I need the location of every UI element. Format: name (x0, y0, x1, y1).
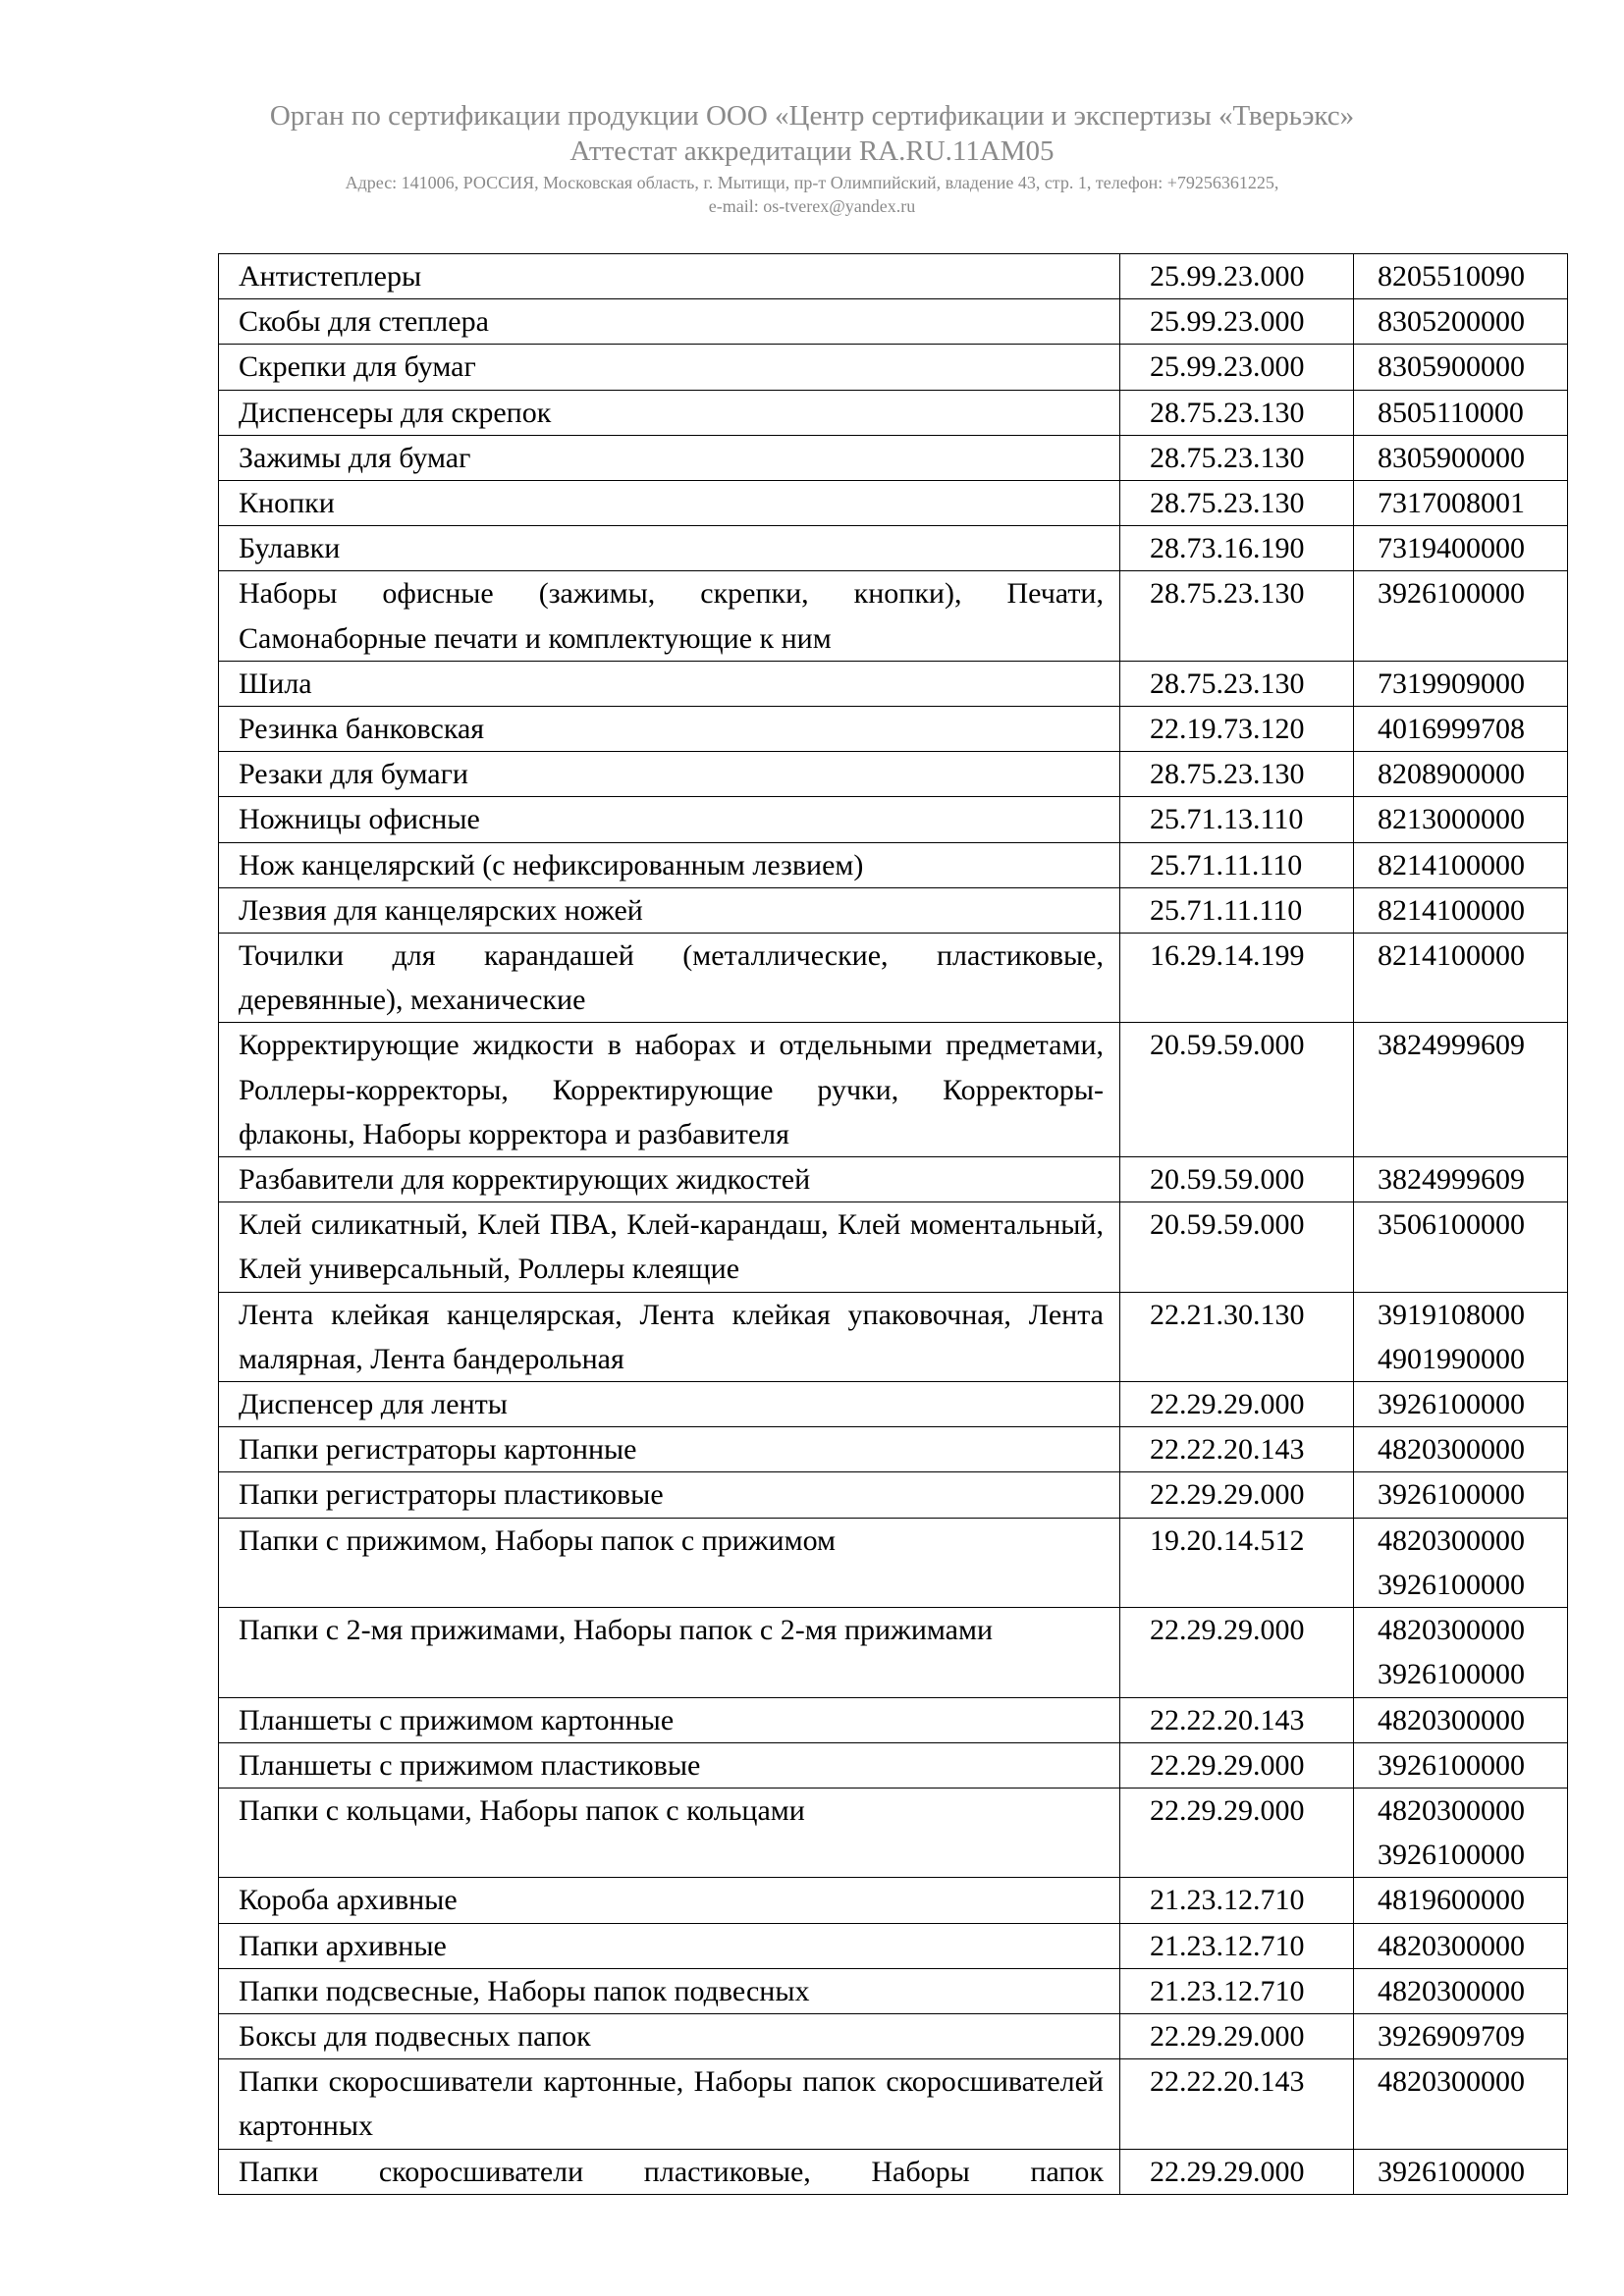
okpd-code-cell: 25.71.11.110 (1120, 842, 1354, 887)
tnved-code: 4820300000 (1378, 2065, 1525, 2099)
email-line: e-mail: os-tverex@yandex.ru (708, 196, 916, 216)
tnved-code: 4820300000 (1378, 1703, 1525, 1736)
tnved-code: 8214100000 (1378, 848, 1525, 881)
tnved-code-cell (1354, 1292, 1568, 1381)
tnved-code: 3926100000 (1378, 577, 1525, 611)
okpd-code-cell: 28.75.23.130 (1120, 390, 1354, 435)
tnved-code-cell (1354, 1472, 1568, 1518)
table-row (219, 1697, 1568, 1742)
table-row (219, 1742, 1568, 1788)
organization-name: Орган по сертификации продукции ООО «Центр сертификации и экспертизы «Тверьэкс» (269, 100, 1355, 132)
okpd-code-cell: 25.71.13.110 (1120, 797, 1354, 842)
tnved-code-cell (1354, 1968, 1568, 2013)
product-name-cell: Папки архивные (219, 1923, 1120, 1968)
tnved-code-cell (1354, 2149, 1568, 2194)
tnved-code: 4820300000 (1378, 1614, 1525, 1647)
okpd-code-cell: 21.23.12.710 (1120, 1968, 1354, 2013)
okpd-code-cell: 21.23.12.710 (1120, 1878, 1354, 1923)
tnved-code-cell (1354, 1023, 1568, 1157)
table-row (219, 2149, 1568, 2194)
tnved-code: 8214100000 (1378, 893, 1525, 927)
product-name-cell: Скобы для степлера (219, 299, 1120, 345)
okpd-code-cell: 25.99.23.000 (1120, 254, 1354, 299)
table-row (219, 1968, 1568, 2013)
product-name-cell: Папки подсвесные, Наборы папок подвесных (219, 1968, 1120, 2013)
okpd-code-cell: 22.29.29.000 (1120, 2013, 1354, 2058)
table-row (219, 1202, 1568, 1292)
product-name-cell: Папки с прижимом, Наборы папок с прижимом (219, 1518, 1120, 1607)
tnved-code-cell (1354, 2013, 1568, 2058)
tnved-code: 3926909709 (1378, 2019, 1525, 2053)
product-name-cell: Папки скоросшиватели пластиковые, Наборы папок (219, 2149, 1120, 2194)
okpd-code-cell: 22.29.29.000 (1120, 1608, 1354, 1697)
okpd-code-cell: 16.29.14.199 (1120, 934, 1354, 1023)
table-row (219, 390, 1568, 435)
tnved-code-cell (1354, 1788, 1568, 1877)
tnved-code: 4820300000 (1378, 1523, 1525, 1557)
products-table (218, 253, 1568, 2195)
tnved-code-cell (1354, 1157, 1568, 1202)
table-row (219, 1292, 1568, 1381)
table-row (219, 1923, 1568, 1968)
tnved-code: 8505110000 (1378, 396, 1524, 429)
tnved-code: 7319400000 (1378, 532, 1525, 565)
tnved-code-cell (1354, 1878, 1568, 1923)
tnved-code-cell (1354, 299, 1568, 345)
accreditation-line: Аттестат аккредитации RA.RU.11АМ05 (569, 135, 1055, 167)
product-name-cell: Антистеплеры (219, 254, 1120, 299)
product-name-cell: Зажимы для бумаг (219, 435, 1120, 480)
tnved-code: 8205510090 (1378, 260, 1525, 293)
tnved-code: 3926100000 (1378, 1478, 1525, 1512)
okpd-code-cell: 25.99.23.000 (1120, 345, 1354, 390)
okpd-code-cell: 20.59.59.000 (1120, 1023, 1354, 1157)
tnved-code: 4819600000 (1378, 1884, 1525, 1917)
table-row (219, 2013, 1568, 2058)
okpd-code-cell: 22.29.29.000 (1120, 1382, 1354, 1427)
okpd-code-cell: 22.21.30.130 (1120, 1292, 1354, 1381)
tnved-code: 3506100000 (1378, 1208, 1525, 1242)
table-row (219, 1023, 1568, 1157)
tnved-code: 3824999609 (1378, 1029, 1525, 1062)
tnved-code: 4901990000 (1378, 1342, 1525, 1375)
tnved-code: 8213000000 (1378, 803, 1525, 836)
tnved-code-cell (1354, 526, 1568, 571)
table-row (219, 481, 1568, 526)
tnved-code-cell (1354, 1608, 1568, 1697)
table-row (219, 934, 1568, 1023)
tnved-code-cell (1354, 481, 1568, 526)
table-row (219, 707, 1568, 752)
product-name-cell: Боксы для подвесных папок (219, 2013, 1120, 2058)
table-row (219, 752, 1568, 797)
table-row (219, 254, 1568, 299)
tnved-code-cell (1354, 707, 1568, 752)
tnved-code-cell (1354, 661, 1568, 706)
okpd-code-cell: 28.75.23.130 (1120, 435, 1354, 480)
tnved-code-cell (1354, 1202, 1568, 1292)
okpd-code-cell: 28.75.23.130 (1120, 752, 1354, 797)
tnved-code-cell (1354, 934, 1568, 1023)
product-name-cell: Папки с кольцами, Наборы папок с кольцами (219, 1788, 1120, 1877)
okpd-code-cell: 20.59.59.000 (1120, 1157, 1354, 1202)
okpd-code-cell: 22.19.73.120 (1120, 707, 1354, 752)
product-name-cell: Булавки (219, 526, 1120, 571)
tnved-code: 4820300000 (1378, 1793, 1525, 1827)
table-row (219, 571, 1568, 661)
product-name-cell: Кнопки (219, 481, 1120, 526)
product-name-cell: Разбавители для корректирующих жидкостей (219, 1157, 1120, 1202)
product-name-cell: Папки регистраторы пластиковые (219, 1472, 1120, 1518)
tnved-code: 8305200000 (1378, 305, 1525, 339)
tnved-code: 3926100000 (1378, 1658, 1525, 1691)
okpd-code-cell: 20.59.59.000 (1120, 1202, 1354, 1292)
tnved-code-cell (1354, 571, 1568, 661)
tnved-code: 3926100000 (1378, 1388, 1525, 1421)
product-name-cell: Шила (219, 661, 1120, 706)
tnved-code-cell (1354, 1518, 1568, 1607)
tnved-code: 4820300000 (1378, 1433, 1525, 1467)
table-row (219, 1608, 1568, 1697)
tnved-code-cell (1354, 1923, 1568, 1968)
tnved-code: 8214100000 (1378, 939, 1525, 973)
tnved-code-cell (1354, 1742, 1568, 1788)
okpd-code-cell: 22.29.29.000 (1120, 1742, 1354, 1788)
okpd-code-cell: 28.75.23.130 (1120, 571, 1354, 661)
product-name-cell: Короба архивные (219, 1878, 1120, 1923)
tnved-code-cell (1354, 1382, 1568, 1427)
tnved-code-cell (1354, 1427, 1568, 1472)
tnved-code: 3926100000 (1378, 1568, 1525, 1601)
tnved-code: 7317008001 (1378, 487, 1525, 520)
table-row (219, 1472, 1568, 1518)
tnved-code: 7319909000 (1378, 667, 1525, 700)
table-row (219, 887, 1568, 933)
tnved-code-cell (1354, 887, 1568, 933)
table-row (219, 299, 1568, 345)
okpd-code-cell: 22.29.29.000 (1120, 2149, 1354, 2194)
product-name-cell: Корректирующие жидкости в наборах и отдельными предметами, Роллеры-корректоры, Корректирующие ручки, Корректоры-флаконы, Наборы корректора и разбавителя (219, 1023, 1120, 1157)
product-name-cell: Диспенсер для ленты (219, 1382, 1120, 1427)
table-row (219, 526, 1568, 571)
tnved-code: 3926100000 (1378, 1839, 1525, 1872)
table-row (219, 842, 1568, 887)
certification-header (0, 98, 1624, 218)
product-name-cell: Ножницы офисные (219, 797, 1120, 842)
product-name-cell: Наборы офисные (зажимы, скрепки, кнопки), Печати, Самонаборные печати и комплектующие к ним (219, 571, 1120, 661)
product-name-cell: Нож канцелярский (с нефиксированным лезвием) (219, 842, 1120, 887)
table-row (219, 1518, 1568, 1607)
table-row (219, 797, 1568, 842)
tnved-code: 4016999708 (1378, 713, 1525, 746)
okpd-code-cell: 25.71.11.110 (1120, 887, 1354, 933)
product-name-cell: Диспенсеры для скрепок (219, 390, 1120, 435)
tnved-code: 8305900000 (1378, 441, 1525, 474)
table-row (219, 1878, 1568, 1923)
product-name-cell: Скрепки для бумаг (219, 345, 1120, 390)
okpd-code-cell: 19.20.14.512 (1120, 1518, 1354, 1607)
table-row (219, 345, 1568, 390)
tnved-code-cell (1354, 345, 1568, 390)
product-name-cell: Точилки для карандашей (металлические, пластиковые, деревянные), механические (219, 934, 1120, 1023)
tnved-code-cell (1354, 254, 1568, 299)
okpd-code-cell: 22.22.20.143 (1120, 1697, 1354, 1742)
product-name-cell: Клей силикатный, Клей ПВА, Клей-карандаш, Клей моментальный, Клей универсальный, Роллеры клеящие (219, 1202, 1120, 1292)
tnved-code-cell (1354, 1697, 1568, 1742)
product-name-cell: Резаки для бумаги (219, 752, 1120, 797)
okpd-code-cell: 22.29.29.000 (1120, 1788, 1354, 1877)
tnved-code-cell (1354, 797, 1568, 842)
tnved-code: 4820300000 (1378, 1929, 1525, 1962)
okpd-code-cell: 28.73.16.190 (1120, 526, 1354, 571)
product-name-cell: Лента клейкая канцелярская, Лента клейкая упаковочная, Лента малярная, Лента бандерольная (219, 1292, 1120, 1381)
product-name-cell: Папки регистраторы картонные (219, 1427, 1120, 1472)
okpd-code-cell: 25.99.23.000 (1120, 299, 1354, 345)
tnved-code: 8305900000 (1378, 350, 1525, 384)
table-row (219, 661, 1568, 706)
tnved-code-cell (1354, 2059, 1568, 2149)
tnved-code-cell (1354, 390, 1568, 435)
product-name-cell: Планшеты с прижимом пластиковые (219, 1742, 1120, 1788)
table-row (219, 1382, 1568, 1427)
table-row (219, 435, 1568, 480)
tnved-code: 3824999609 (1378, 1163, 1525, 1197)
product-name-cell: Папки скоросшиватели картонные, Наборы папок скоросшивателей картонных (219, 2059, 1120, 2149)
okpd-code-cell: 21.23.12.710 (1120, 1923, 1354, 1968)
okpd-code-cell: 22.22.20.143 (1120, 1427, 1354, 1472)
tnved-code: 8208900000 (1378, 758, 1525, 791)
product-name-cell: Папки с 2-мя прижимами, Наборы папок с 2-мя прижимами (219, 1608, 1120, 1697)
product-name-cell: Планшеты с прижимом картонные (219, 1697, 1120, 1742)
product-name-cell: Резинка банковская (219, 707, 1120, 752)
okpd-code-cell: 28.75.23.130 (1120, 481, 1354, 526)
table-row (219, 1427, 1568, 1472)
table-row (219, 1788, 1568, 1877)
tnved-code: 4820300000 (1378, 1974, 1525, 2007)
tnved-code: 3926100000 (1378, 1748, 1525, 1782)
tnved-code: 3919108000 (1378, 1298, 1525, 1331)
okpd-code-cell: 28.75.23.130 (1120, 661, 1354, 706)
okpd-code-cell: 22.29.29.000 (1120, 1472, 1354, 1518)
table-row (219, 2059, 1568, 2149)
tnved-code-cell (1354, 842, 1568, 887)
okpd-code-cell: 22.22.20.143 (1120, 2059, 1354, 2149)
tnved-code: 3926100000 (1378, 2155, 1525, 2188)
product-name-cell: Лезвия для канцелярских ножей (219, 887, 1120, 933)
table-row (219, 1157, 1568, 1202)
address-line: Адрес: 141006, РОССИЯ, Московская область, г. Мытищи, пр-т Олимпийский, владение 43, стр. 1, телефон: +79256361225, (345, 173, 1279, 192)
tnved-code-cell (1354, 752, 1568, 797)
tnved-code-cell (1354, 435, 1568, 480)
